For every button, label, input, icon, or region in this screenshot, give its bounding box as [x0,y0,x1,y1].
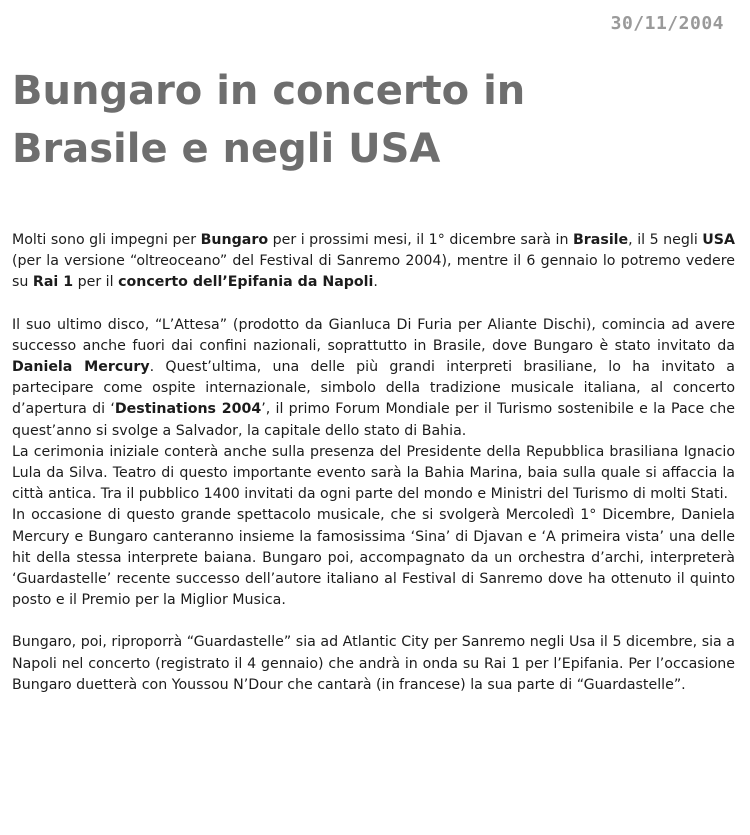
article-paragraph [12,315,735,442]
text-run: . Quest’ultima, una delle più grandi interpreti brasiliane, lo ha invitato a partecipare come ospite internazionale, simbolo della tradizione musicale italiana, al concerto d’apertura di ‘ [12,359,735,418]
text-run: , il 5 negli [628,232,703,248]
article-date: 30/11/2004 [610,13,724,34]
bold-text-run: Brasile [572,232,629,248]
text-run: (per la versione “oltreoceano” del Festival di Sanremo 2004), mentre il 6 gennaio lo potremo vedere su [12,253,735,291]
bold-text-run: Destinations 2004 [114,401,262,418]
headline-line-2: Brasile e negli USA [12,126,441,172]
bold-text-run: Rai 1 [32,274,74,291]
text-run: per il [73,274,119,291]
text-run: per i prossimi mesi, il 1° dicembre sarà in [268,232,573,248]
bold-text-run: concerto dell’Epifania da Napoli [118,274,374,291]
text-run: Molti sono gli impegni per [12,232,201,248]
bold-text-run: Bungaro [200,232,269,248]
article-paragraph [12,632,735,696]
bold-text-run: USA [702,232,735,248]
text-run: ’, il primo Forum Mondiale per il Turismo sostenibile e la Pace che quest’anno si svolge a Salvador, la capitale dello stato di Bahia. [12,401,735,439]
article-paragraph [12,505,735,611]
text-run: Il suo ultimo disco, “L’Attesa” (prodotto da Gianluca Di Furia per Aliante Dischi), comincia ad avere successo anche fuori dai confini nazionali, soprattutto in Brasile, dove Bungaro è stato invitato da [12,316,735,354]
article-body [12,230,735,696]
article-headline [12,62,712,178]
text-run: La cerimonia iniziale conterà anche sulla presenza del Presidente della Repubblica brasiliana Ignacio Lula da Silva. Teatro di questo importante evento sarà la Bahia Marina, baia sulla quale si affaccia la città antica. Tra il pubblico 1400 invitati da ogni parte del mondo e Ministri del Turismo di molti Stati. [12,443,735,503]
text-run: Bungaro, poi, riproporrà “Guardastelle” sia ad Atlantic City per Sanremo negli Usa il 5 dicembre, sia a Napoli nel concerto (registrato il 4 gennaio) che andrà in onda su Rai 1 per l’Epifania. Per l’occasione Bungaro duetterà con Youssou N’Dour che cantarà (in francese) la sua parte di “Guardastelle”. [12,634,735,693]
bold-text-run: Daniela Mercury [12,359,150,376]
text-run: . [373,274,378,291]
article-paragraph [12,230,735,294]
text-run: In occasione di questo grande spettacolo musicale, che si svolgerà Mercoledì 1° Dicembre, Daniela Mercury e Bungaro canteranno insieme la famosissima ‘Sina’ di Djavan e ‘A primeira vista’ una delle hit della stessa interprete baiana. Bungaro poi, accompagnato da un orchestra d’archi, interpreterà ‘Guardastelle’ recente successo dell’autore italiano al Festival di Sanremo dove ha ottenuto il quinto posto e il Premio per la Miglior Musica. [12,507,735,609]
article-paragraph [12,442,735,506]
headline-line-1: Bungaro in concerto in [12,68,526,114]
